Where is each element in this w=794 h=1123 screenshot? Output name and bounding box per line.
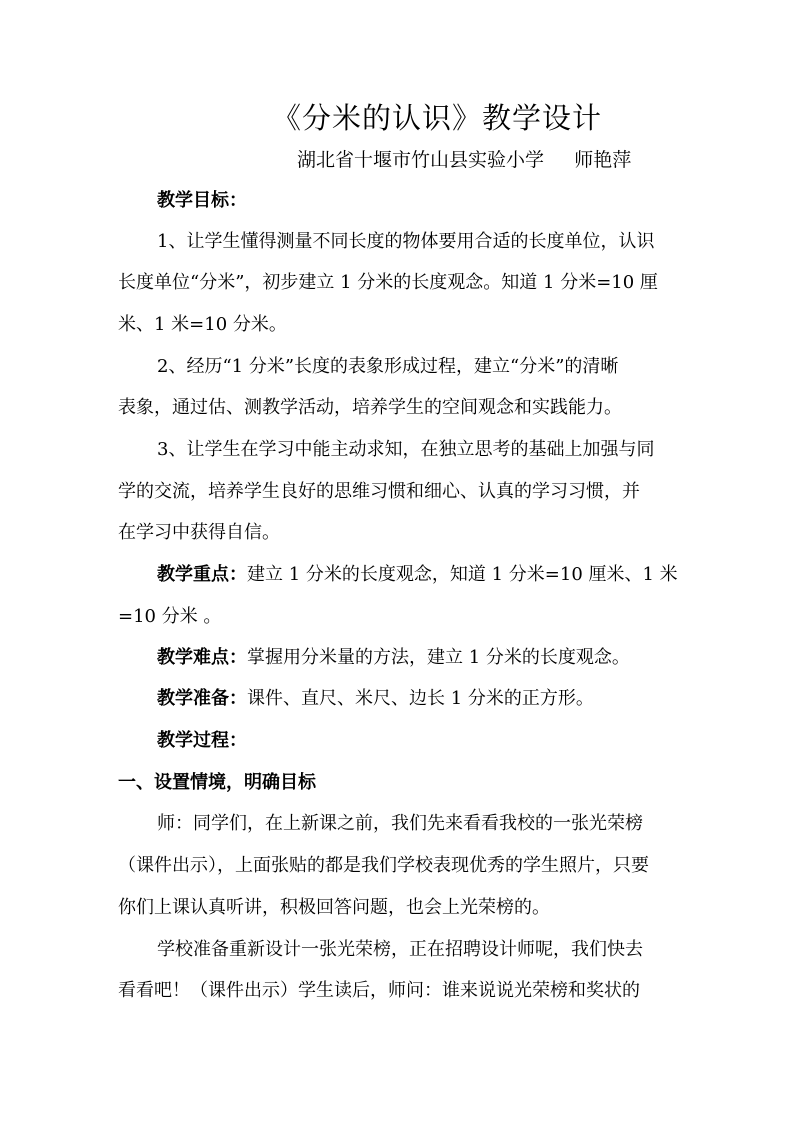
goal-2-line-2: 表象，通过估、测教学活动，培养学生的空间观念和实践能力。: [118, 397, 622, 418]
goal-3-line-1: 3、让学生在学习中能主动求知，在独立思考的基础上加强与同: [157, 439, 655, 460]
preparation-line: [157, 690, 594, 708]
difficulty-text: 掌握用分米量的方法，建立 1 分米的长度观念。: [247, 647, 630, 668]
para-1-line-1: 师：同学们，在上新课之前，我们先来看看我校的一张光荣榜: [157, 813, 643, 834]
goal-3-line-2: 学的交流，培养学生良好的思维习惯和细心、认真的学习习惯，并: [118, 481, 640, 502]
key-point-text: 建立 1 分米的长度观念，知道 1 分米=10 厘米、1 米: [247, 564, 678, 585]
para-1-line-2: （课件出示），上面张贴的都是我们学校表现优秀的学生照片，只要: [118, 855, 649, 876]
difficulty-label: 教学难点：: [157, 647, 247, 668]
goals-heading: 教学目标：: [157, 190, 247, 211]
key-point-line-1: [157, 566, 678, 584]
key-point-line-2: =10 分米 。: [118, 606, 222, 627]
process-heading: 教学过程：: [157, 730, 247, 751]
preparation-text: 课件、直尺、米尺、边长 1 分米的正方形。: [247, 688, 594, 709]
document-author: 湖北省十堰市竹山县实验小学 师艳萍: [297, 149, 632, 171]
para-2-line-1: 学校准备重新设计一张光荣榜，正在招聘设计师呢，我们快去: [157, 939, 643, 960]
para-1-line-3: 你们上课认真听讲，积极回答问题，也会上光荣榜的。: [118, 897, 550, 918]
goal-1-line-2: 长度单位“分米”，初步建立 1 分米的长度观念。知道 1 分米=10 厘: [118, 272, 658, 293]
goal-3-line-3: 在学习中获得自信。: [118, 522, 280, 543]
preparation-label: 教学准备：: [157, 688, 247, 709]
section-1-heading: 一、设置情境，明确目标: [118, 772, 316, 793]
document-title: 《分米的认识》教学设计: [271, 101, 602, 135]
goal-1-line-1: 1、让学生懂得测量不同长度的物体要用合适的长度单位，认识: [157, 231, 655, 252]
key-point-label: 教学重点：: [157, 564, 247, 585]
para-2-line-2: 看看吧！（课件出示）学生读后，师问：谁来说说光荣榜和奖状的: [118, 980, 640, 1001]
goal-2-line-1: 2、经历“1 分米”长度的表象形成过程，建立“分米”的清晰: [157, 356, 619, 377]
goal-1-line-3: 米、1 米=10 分米。: [118, 314, 287, 335]
difficulty-line: [157, 649, 630, 667]
